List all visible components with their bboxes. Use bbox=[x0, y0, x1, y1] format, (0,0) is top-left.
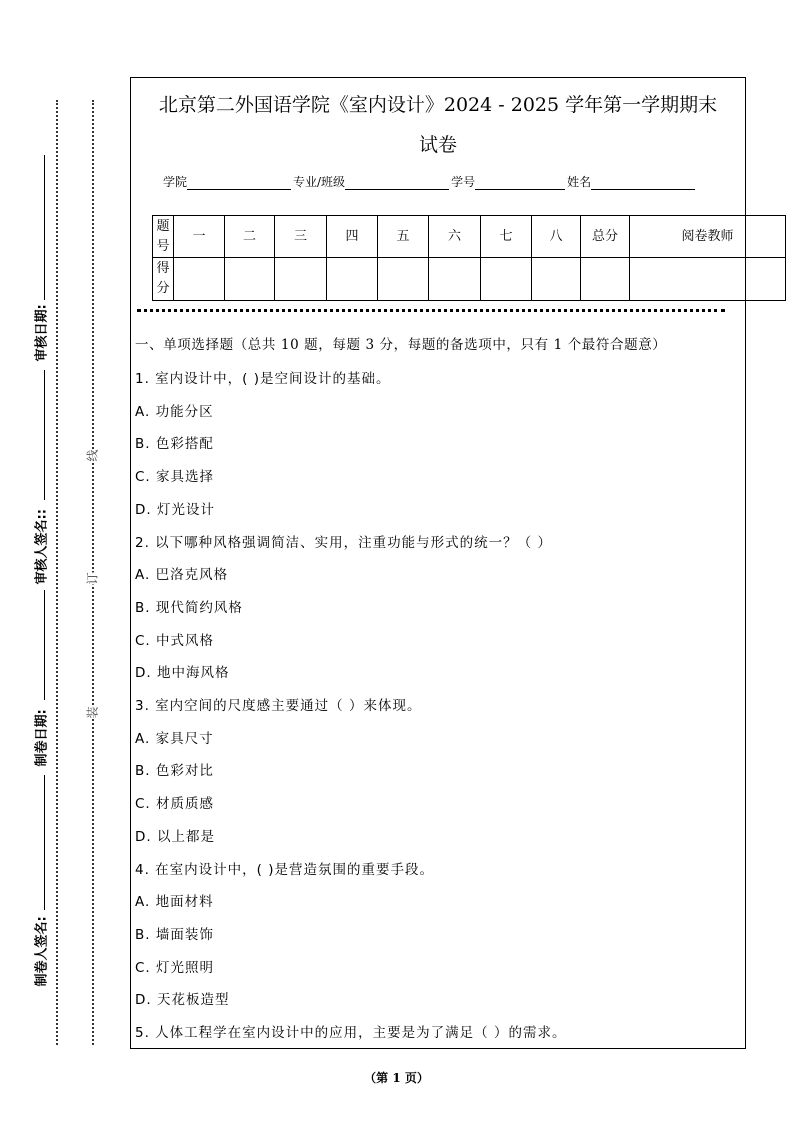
name-field[interactable] bbox=[591, 175, 695, 190]
make-date-underline bbox=[44, 590, 45, 700]
score-header-cell: 六 bbox=[429, 216, 481, 258]
student-id-label: 学号 bbox=[451, 175, 476, 189]
major-field[interactable] bbox=[345, 175, 449, 190]
score-header-cell: 题号 bbox=[153, 216, 174, 258]
binding-dotted-line-outer bbox=[56, 100, 58, 1045]
answer-option: C. 家具选择 bbox=[135, 469, 215, 486]
score-cell[interactable] bbox=[174, 258, 225, 301]
score-header-cell: 四 bbox=[327, 216, 378, 258]
college-field[interactable] bbox=[187, 175, 291, 190]
answer-option: A. 家具尺寸 bbox=[135, 730, 214, 747]
score-cell[interactable] bbox=[481, 258, 532, 301]
score-cell[interactable] bbox=[225, 258, 275, 301]
maker-sign-label: 制卷人签名: bbox=[34, 916, 50, 987]
question-text: 2. 以下哪种风格强调简洁、实用，注重功能与形式的统一？（ ） bbox=[135, 534, 552, 551]
score-table bbox=[152, 215, 786, 301]
question-text: 4. 在室内设计中，( )是营造氛围的重要手段。 bbox=[135, 861, 434, 878]
score-cell[interactable] bbox=[630, 258, 786, 301]
answer-option: D. 灯光设计 bbox=[135, 501, 215, 518]
score-header-cell: 阅卷教师 bbox=[630, 216, 786, 258]
score-header-cell: 总分 bbox=[581, 216, 630, 258]
exam-title: 北京第二外国语学院《室内设计》2024 - 2025 学年第一学期期末 bbox=[158, 94, 718, 116]
review-date-label: 审核日期: bbox=[34, 304, 50, 362]
answer-option: A. 地面材料 bbox=[135, 894, 214, 911]
page-number: （第 1 页） bbox=[364, 1071, 429, 1085]
bind-mark-ding: 订 bbox=[85, 572, 100, 585]
section-heading: 一、单项选择题（总共 10 题，每题 3 分，每题的备选项中，只有 1 个最符合题意） bbox=[135, 337, 667, 353]
answer-option: D. 地中海风格 bbox=[135, 665, 230, 682]
name-label: 姓名 bbox=[567, 175, 592, 189]
score-cell[interactable] bbox=[532, 258, 581, 301]
score-cell[interactable] bbox=[581, 258, 630, 301]
answer-option: B. 现代简约风格 bbox=[135, 599, 243, 616]
score-cell[interactable] bbox=[378, 258, 429, 301]
answer-option: B. 色彩对比 bbox=[135, 763, 214, 780]
reviewer-sign-label: 审核人签名:: bbox=[34, 509, 50, 585]
major-label: 专业/班级 bbox=[293, 175, 346, 189]
student-id-field[interactable] bbox=[475, 175, 565, 190]
question-text: 3. 室内空间的尺度感主要通过（ ）来体现。 bbox=[135, 698, 422, 714]
score-row-label: 得分 bbox=[153, 258, 174, 301]
answer-option: B. 色彩搭配 bbox=[135, 436, 214, 453]
bind-mark-zhuang: 装 bbox=[85, 706, 100, 719]
answer-option: C. 中式风格 bbox=[135, 632, 215, 649]
score-cell[interactable] bbox=[327, 258, 378, 301]
question-text: 5. 人体工程学在室内设计中的应用，主要是为了满足（ ）的需求。 bbox=[135, 1025, 567, 1041]
score-header-cell: 七 bbox=[481, 216, 532, 258]
score-header-cell: 八 bbox=[532, 216, 581, 258]
score-header-cell: 三 bbox=[275, 216, 327, 258]
question-text: 1. 室内设计中，( )是空间设计的基础。 bbox=[135, 371, 391, 387]
make-date-label: 制卷日期: bbox=[34, 709, 50, 767]
answer-option: C. 材质质感 bbox=[135, 796, 215, 813]
reviewer-sign-underline bbox=[44, 370, 45, 500]
answer-option: C. 灯光照明 bbox=[135, 959, 215, 976]
student-info-fields bbox=[163, 173, 697, 190]
answer-option: A. 巴洛克风格 bbox=[135, 567, 229, 584]
score-cell[interactable] bbox=[429, 258, 481, 301]
answer-option: A. 功能分区 bbox=[135, 403, 214, 420]
exam-title-line2: 试卷 bbox=[418, 134, 457, 156]
score-header-cell: 一 bbox=[174, 216, 225, 258]
answer-option: D. 以上都是 bbox=[135, 828, 215, 845]
score-cell[interactable] bbox=[275, 258, 327, 301]
score-header-cell: 二 bbox=[225, 216, 275, 258]
review-date-underline bbox=[44, 155, 45, 300]
maker-sign-underline bbox=[44, 775, 45, 910]
answer-option: D. 天花板造型 bbox=[135, 992, 230, 1009]
seal-dotted-line bbox=[137, 309, 725, 312]
score-header-cell: 五 bbox=[378, 216, 429, 258]
answer-option: B. 墙面装饰 bbox=[135, 926, 214, 943]
college-label: 学院 bbox=[163, 175, 188, 189]
bind-mark-xian: 线 bbox=[85, 449, 100, 462]
